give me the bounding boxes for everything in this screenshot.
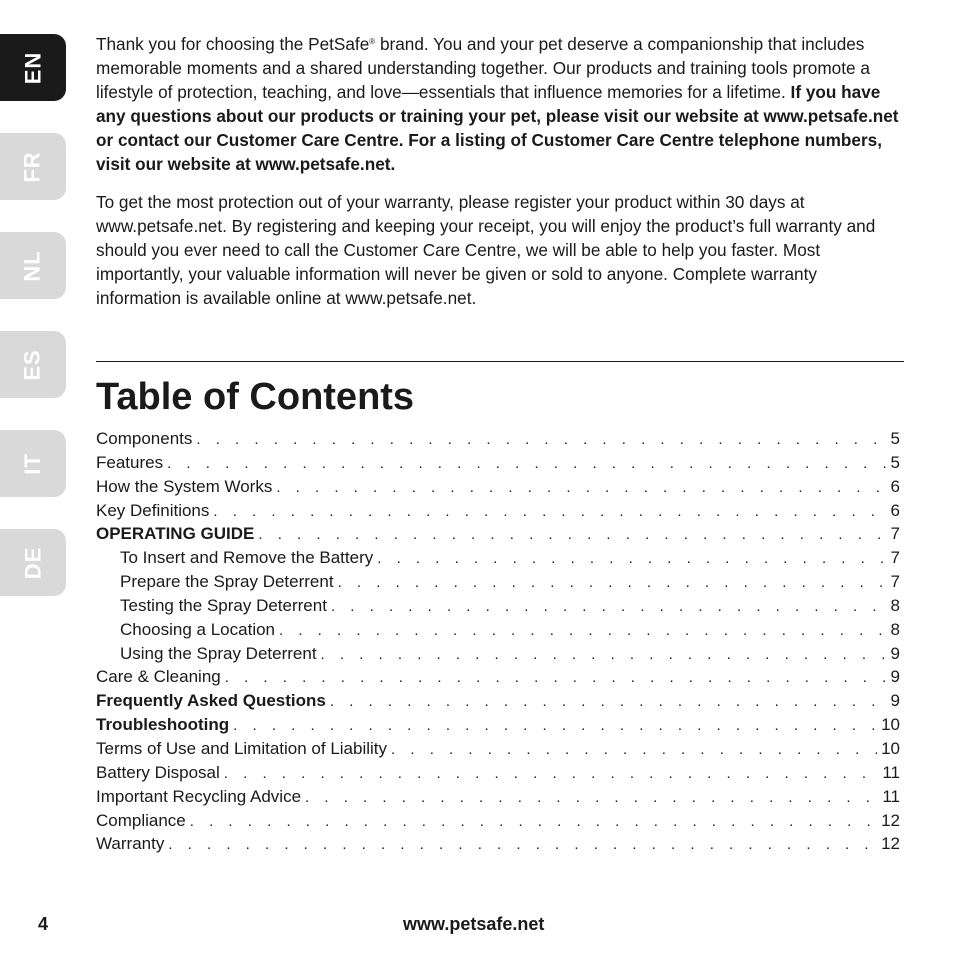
toc-entry-page: 6 [890, 476, 900, 496]
toc-entry-label: Choosing a Location [120, 619, 276, 639]
toc-dot-leader [377, 547, 886, 571]
table-of-contents [96, 427, 900, 856]
toc-entry-label: Features [96, 452, 164, 472]
toc-entry-page: 7 [890, 548, 900, 568]
lang-tab-label: DE [20, 546, 45, 579]
toc-dot-leader [276, 476, 886, 500]
toc-entry-label: Care & Cleaning [96, 667, 221, 687]
toc-entry-page: 7 [890, 524, 900, 544]
toc-entry[interactable] [96, 499, 900, 523]
toc-entry-page: 7 [890, 572, 900, 592]
toc-entry[interactable] [96, 427, 900, 451]
toc-entry-label: Troubleshooting [96, 715, 230, 735]
toc-entry[interactable] [96, 809, 900, 833]
toc-entry-label: OPERATING GUIDE [96, 524, 255, 544]
toc-entry-label: Using the Spray Deterrent [120, 643, 317, 663]
toc-entry-label: Testing the Spray Deterrent [120, 595, 327, 615]
lang-tab-label: FR [19, 150, 45, 183]
toc-dot-leader [391, 738, 877, 762]
intro-section [96, 30, 906, 310]
footer-url[interactable]: www.petsafe.net [403, 914, 545, 934]
toc-subentry[interactable] [96, 546, 900, 570]
toc-section-heading[interactable] [96, 522, 900, 546]
toc-dot-leader [279, 619, 886, 643]
toc-entry-label: Warranty [96, 834, 165, 854]
toc-entry-page: 5 [890, 429, 900, 448]
toc-dot-leader [258, 523, 886, 547]
toc-section-heading[interactable] [96, 713, 900, 737]
toc-entry[interactable] [96, 451, 900, 475]
toc-dot-leader [233, 714, 877, 738]
lang-tab-label: NL [19, 249, 45, 282]
toc-entry[interactable] [96, 737, 900, 761]
toc-entry-page: 11 [882, 762, 900, 782]
toc-entry-page: 5 [890, 452, 900, 472]
lang-tab-label: ES [19, 348, 45, 381]
lang-tab-label: EN [20, 51, 45, 84]
toc-entry[interactable] [96, 785, 900, 809]
toc-dot-leader [331, 595, 886, 619]
toc-entry-label: To Insert and Remove the Battery [120, 548, 374, 568]
toc-entry[interactable] [96, 665, 900, 689]
lang-tab-nl[interactable] [0, 232, 66, 299]
toc-entry-label: Compliance [96, 810, 186, 830]
toc-dot-leader [305, 786, 878, 810]
lang-tab-label: IT [20, 452, 45, 475]
toc-entry[interactable] [96, 832, 900, 856]
toc-entry-page: 9 [890, 667, 900, 687]
intro-text: Thank you for choosing the PetSafe [96, 34, 370, 54]
toc-entry-page: 6 [890, 500, 900, 520]
toc-entry-page: 9 [890, 643, 900, 663]
toc-entry-label: Prepare the Spray Deterrent [120, 572, 334, 592]
lang-tab-en[interactable] [0, 34, 66, 101]
lang-tab-it[interactable] [0, 430, 66, 497]
toc-entry-label: How the System Works [96, 476, 273, 496]
section-divider [96, 361, 904, 362]
toc-entry-page: 10 [881, 715, 900, 735]
toc-entry-page: 8 [890, 595, 900, 615]
toc-dot-leader [338, 571, 886, 595]
toc-entry-label: Terms of Use and Limitation of Liability [96, 738, 388, 758]
toc-dot-leader [321, 643, 886, 667]
intro-paragraph-1 [96, 30, 906, 176]
toc-entry-page: 11 [882, 786, 900, 806]
toc-entry-page: 9 [890, 691, 900, 711]
lang-tab-es[interactable] [0, 331, 66, 398]
intro-paragraph-2: To get the most protection out of your warranty, please register your product within 30 days at www.petsafe.net. By registering and keeping your receipt, you will enjoy the product’s full warranty and should you ever need to call the Customer Care Centre, we will be able to help you faster. Most importantly, your valuable information will never be given or sold to anyone. Complete warranty information is available online at www.petsafe.net. [96, 192, 876, 308]
toc-dot-leader [190, 810, 877, 834]
page-number: 4 [38, 914, 49, 934]
toc-entry-label: Battery Disposal [96, 762, 220, 782]
toc-dot-leader [196, 428, 886, 452]
toc-entry-page: 12 [881, 834, 900, 854]
toc-dot-leader [213, 500, 886, 524]
toc-title: Table of Contents [96, 376, 415, 418]
toc-dot-leader [167, 452, 886, 476]
toc-entry[interactable] [96, 761, 900, 785]
intro-text: brand. You and your pet deserve a companionship that includes memorable moments and a shared understanding together. Our products and training tools promote a lifestyle of protection, teaching, and love—essentials that influence memories for a lifetime. [96, 34, 870, 102]
toc-entry-page: 10 [881, 738, 900, 758]
toc-dot-leader [168, 833, 877, 857]
toc-entry-label: Frequently Asked Questions [96, 691, 326, 711]
lang-tab-fr[interactable] [0, 133, 66, 200]
toc-dot-leader [224, 762, 879, 786]
lang-tab-de[interactable] [0, 529, 66, 596]
toc-subentry[interactable] [96, 642, 900, 666]
toc-subentry[interactable] [96, 594, 900, 618]
toc-entry-page: 12 [881, 810, 900, 830]
intro-bold-text: If you have any questions about our products or training your pet, please visit our website at www.petsafe.net or contact our Customer Care Centre. For a listing of Customer Care Centre telephone numbers, visit our website at www.petsafe.net. [96, 82, 899, 174]
toc-dot-leader [330, 690, 886, 714]
toc-entry-page: 8 [890, 619, 900, 639]
toc-entry[interactable] [96, 475, 900, 499]
toc-subentry[interactable] [96, 618, 900, 642]
registered-mark: ® [369, 37, 376, 46]
toc-entry-label: Important Recycling Advice [96, 786, 302, 806]
toc-subentry[interactable] [96, 570, 900, 594]
toc-entry-label: Components [96, 429, 193, 448]
toc-dot-leader [225, 666, 886, 690]
toc-entry-label: Key Definitions [96, 500, 210, 520]
toc-section-heading[interactable] [96, 689, 900, 713]
